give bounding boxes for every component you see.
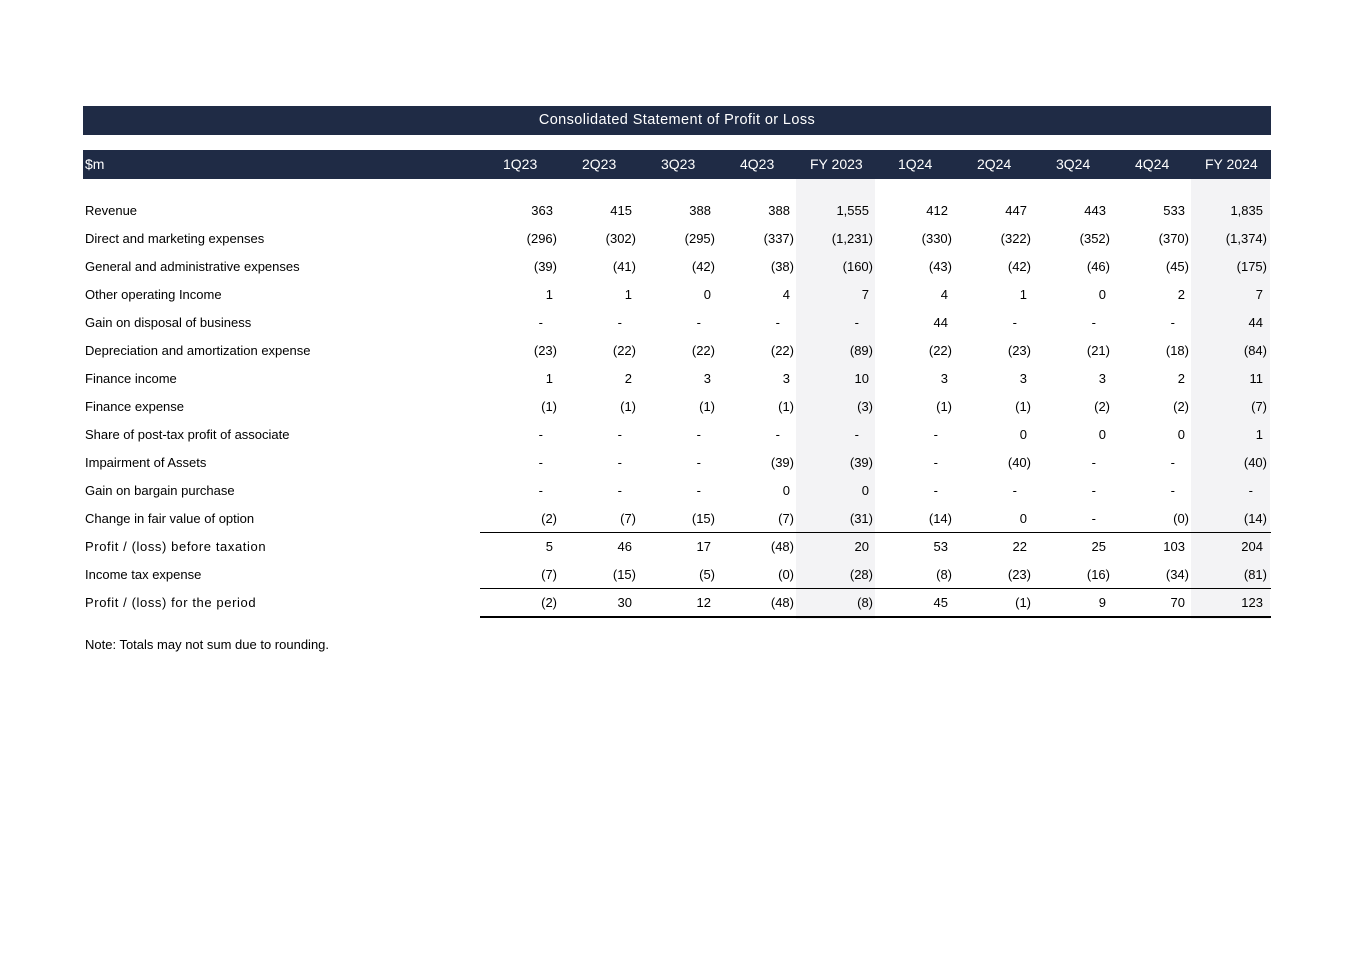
row-value: 0 [1019,511,1027,526]
row-value: - [1248,483,1253,498]
row-value: 1,555 [836,203,869,218]
row-value: (45) [1165,259,1189,274]
row-value: - [696,427,701,442]
row-value: (175) [1236,259,1267,274]
row-value: 204 [1241,539,1263,554]
row-value: (48) [770,595,794,610]
row-value: 1 [1255,427,1263,442]
row-value: (2) [541,595,557,610]
row-value: 2 [624,371,632,386]
row-label: Impairment of Assets [85,455,207,470]
row-value: (1,374) [1225,231,1267,246]
row-value: - [1012,483,1017,498]
row-value: - [775,315,780,330]
row-value: - [1091,483,1096,498]
row-value: 388 [768,203,790,218]
row-value: (39) [849,455,873,470]
row-value: - [538,483,543,498]
row-value: 388 [689,203,711,218]
row-value: (23) [533,343,557,358]
row-value: 45 [933,595,948,610]
row-value: 46 [617,539,632,554]
row-value: 17 [696,539,711,554]
row-value: (8) [936,567,952,582]
column-header-2q23: 2Q23 [582,156,617,172]
table-row [83,281,1271,309]
table-row [83,337,1271,365]
row-label: Revenue [85,203,138,218]
row-label: Other operating Income [85,287,222,302]
row-value: 363 [531,203,553,218]
row-value: (1) [1015,399,1031,414]
row-value: 5 [545,539,553,554]
row-value: (28) [849,567,873,582]
row-value: (39) [533,259,557,274]
row-value: 22 [1012,539,1027,554]
row-value: (15) [612,567,636,582]
row-value: (1) [936,399,952,414]
row-value: (48) [770,539,794,554]
row-value: - [933,427,938,442]
units-label: $m [85,156,105,172]
row-value: (43) [928,259,952,274]
row-value: 9 [1098,595,1106,610]
row-value: (40) [1007,455,1031,470]
row-value: - [538,427,543,442]
row-value: - [1012,315,1017,330]
row-value: (81) [1243,567,1267,582]
row-value: 11 [1249,371,1263,386]
row-value: 123 [1241,595,1263,610]
row-label: General and administrative expenses [85,259,300,274]
column-header-3q23: 3Q23 [661,156,696,172]
row-value: (295) [684,231,715,246]
column-header-1q24: 1Q24 [898,156,933,172]
table-row [83,365,1271,393]
row-label: Finance income [85,371,177,386]
row-value: (1,231) [831,231,873,246]
row-value: (34) [1165,567,1189,582]
column-header-4q23: 4Q23 [740,156,775,172]
row-value: (7) [620,511,636,526]
row-value: 3 [703,371,711,386]
row-value: (330) [921,231,952,246]
row-label: Income tax expense [85,567,202,582]
row-value: - [1170,483,1175,498]
table-row [83,505,1271,533]
row-value: (0) [778,567,794,582]
subtotal-rule-period [480,588,1271,589]
row-value: 103 [1163,539,1185,554]
row-value: 1 [624,287,632,302]
row-value: (38) [770,259,794,274]
row-value: (22) [691,343,715,358]
row-value: (0) [1173,511,1189,526]
row-value: (302) [605,231,636,246]
row-value: 30 [617,595,632,610]
row-value: - [933,455,938,470]
table-row [83,561,1271,589]
row-value: 25 [1091,539,1106,554]
row-value: (14) [1243,511,1267,526]
row-value: 443 [1084,203,1106,218]
row-value: (42) [1007,259,1031,274]
row-value: (5) [699,567,715,582]
row-value: 0 [1177,427,1185,442]
row-value: (7) [541,567,557,582]
row-value: 12 [696,595,711,610]
table-row [83,533,1271,561]
table-row [83,589,1271,617]
row-value: 3 [1019,371,1027,386]
row-value: 3 [1098,371,1106,386]
row-value: - [696,455,701,470]
row-value: (1) [620,399,636,414]
row-value: (42) [691,259,715,274]
row-value: 44 [1248,315,1263,330]
row-label: Profit / (loss) before taxation [85,539,267,554]
row-value: 2 [1177,287,1185,302]
row-value: 415 [610,203,632,218]
row-value: (2) [1173,399,1189,414]
row-value: (39) [770,455,794,470]
row-value: 20 [854,539,869,554]
row-value: - [933,483,938,498]
table-row [83,225,1271,253]
row-label: Depreciation and amortization expense [85,343,311,358]
row-value: 0 [1098,427,1106,442]
row-value: - [854,427,859,442]
row-value: (370) [1158,231,1189,246]
row-value: 44 [933,315,948,330]
row-value: 4 [782,287,790,302]
row-value: (3) [857,399,873,414]
row-value: 0 [1019,427,1027,442]
row-label: Direct and marketing expenses [85,231,265,246]
statement-title: Consolidated Statement of Profit or Loss [83,106,1271,135]
row-value: 53 [933,539,948,554]
table-row [83,309,1271,337]
row-value: (16) [1086,567,1110,582]
row-value: - [538,315,543,330]
column-header-4q24: 4Q24 [1135,156,1170,172]
column-header-3q24: 3Q24 [1056,156,1091,172]
row-value: 10 [854,371,869,386]
row-value: 3 [782,371,790,386]
row-value: - [1091,315,1096,330]
row-value: 70 [1170,595,1185,610]
row-value: 2 [1177,371,1185,386]
row-value: (1) [699,399,715,414]
row-value: (160) [842,259,873,274]
row-value: 4 [940,287,948,302]
row-value: (21) [1086,343,1110,358]
row-label: Finance expense [85,399,185,414]
row-value: (31) [849,511,873,526]
row-value: (89) [849,343,873,358]
row-value: - [617,427,622,442]
row-value: 1 [545,371,553,386]
row-value: 1 [1019,287,1027,302]
row-value: (2) [1094,399,1110,414]
row-value: (7) [778,511,794,526]
row-value: - [696,315,701,330]
row-value: (14) [928,511,952,526]
row-label: Gain on disposal of business [85,315,252,330]
row-label: Share of post-tax profit of associate [85,427,290,442]
row-value: (22) [770,343,794,358]
row-value: (8) [857,595,873,610]
row-label: Gain on bargain purchase [85,483,235,498]
row-value: 533 [1163,203,1185,218]
row-value: (1) [778,399,794,414]
row-value: 0 [782,483,790,498]
row-value: 1 [545,287,553,302]
column-header-2q24: 2Q24 [977,156,1012,172]
table-row [83,393,1271,421]
row-value: - [1170,315,1175,330]
row-value: - [1091,511,1096,526]
row-value: 0 [861,483,869,498]
row-value: 3 [940,371,948,386]
row-value: (84) [1243,343,1267,358]
row-value: - [854,315,859,330]
row-value: 1,835 [1230,203,1263,218]
row-label: Change in fair value of option [85,511,255,526]
row-value: (2) [541,511,557,526]
row-value: (46) [1086,259,1110,274]
row-value: - [775,427,780,442]
column-header-1q23: 1Q23 [503,156,538,172]
row-value: (1) [541,399,557,414]
row-value: 0 [1098,287,1106,302]
subtotal-rule-before-tax [480,532,1271,533]
table-row [83,449,1271,477]
table-row [83,253,1271,281]
row-value: (40) [1243,455,1267,470]
row-value: (296) [526,231,557,246]
row-value: 7 [861,287,869,302]
row-value: - [1091,455,1096,470]
table-row [83,421,1271,449]
row-value: - [1170,455,1175,470]
row-value: (41) [612,259,636,274]
row-value: 7 [1255,287,1263,302]
total-rule-bottom [480,616,1271,618]
row-value: (15) [691,511,715,526]
row-value: (352) [1079,231,1110,246]
row-value: - [617,483,622,498]
row-value: (22) [612,343,636,358]
row-value: 412 [926,203,948,218]
row-value: (322) [1000,231,1031,246]
column-header-fy2024: FY 2024 [1205,156,1258,172]
row-value: (18) [1165,343,1189,358]
row-value: (1) [1015,595,1031,610]
row-value: (22) [928,343,952,358]
row-value: 447 [1005,203,1027,218]
row-value: (23) [1007,567,1031,582]
row-value: 0 [703,287,711,302]
row-value: (337) [763,231,794,246]
row-value: - [696,483,701,498]
row-value: (23) [1007,343,1031,358]
row-value: (7) [1251,399,1267,414]
row-value: - [617,455,622,470]
table-row [83,477,1271,505]
row-value: - [617,315,622,330]
row-label: Profit / (loss) for the period [85,595,257,610]
rounding-note: Note: Totals may not sum due to rounding. [85,637,330,652]
column-header-bar [83,150,1271,179]
row-value: - [538,455,543,470]
table-row [83,197,1271,225]
column-header-fy2023: FY 2023 [810,156,863,172]
